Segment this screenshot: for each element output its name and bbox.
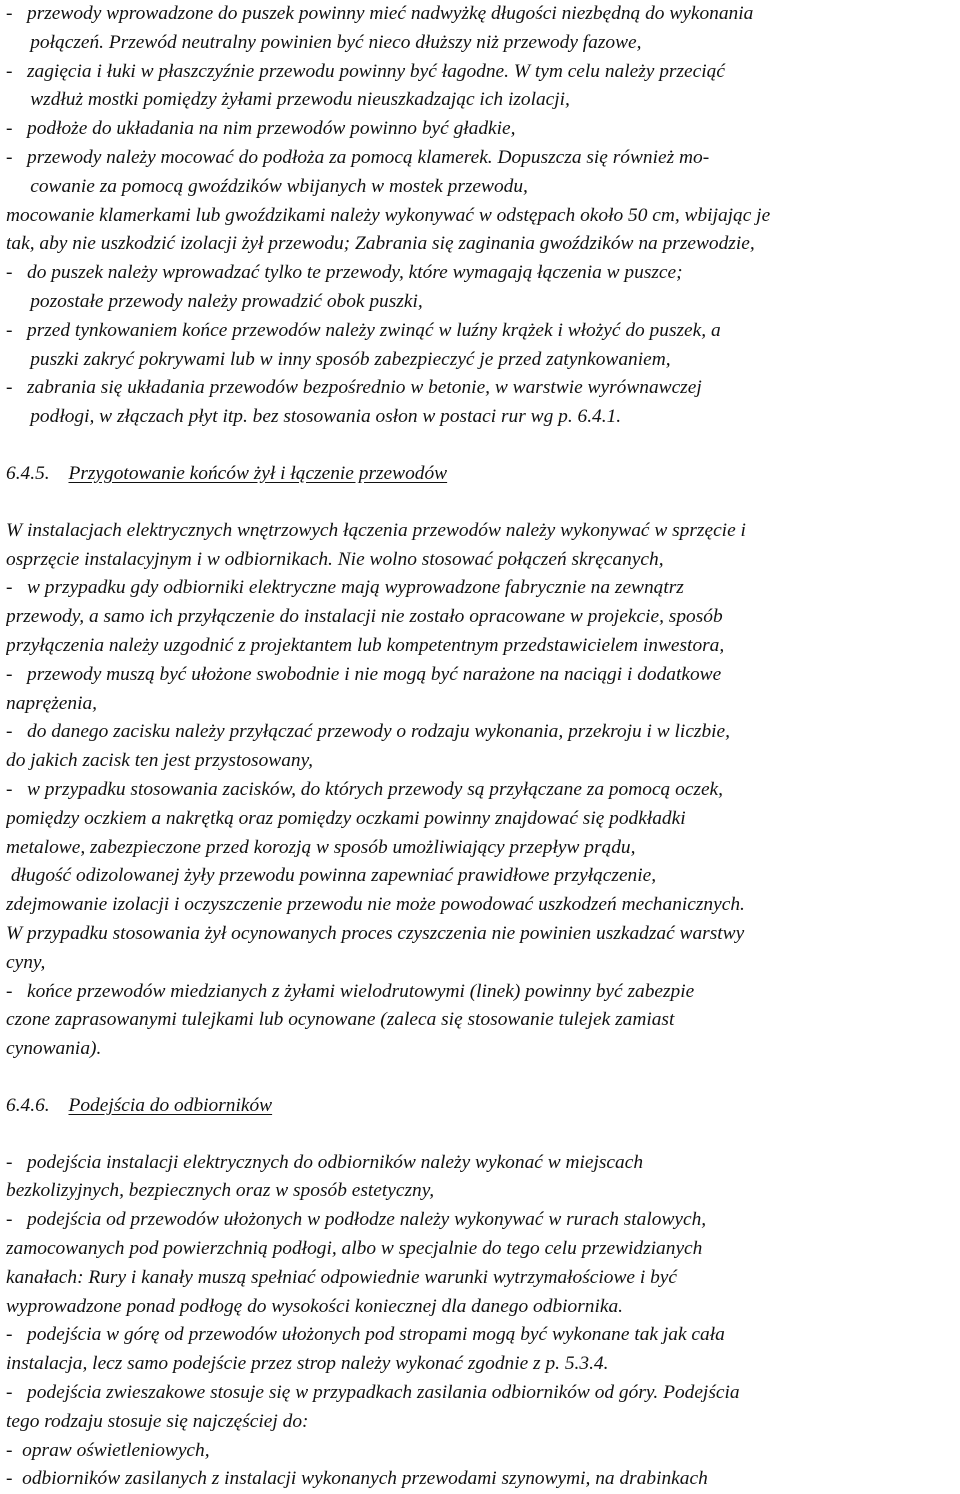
- text-line: - przed tynkowaniem końce przewodów należy zwinąć w luźny krążek i włożyć do puszek, a: [6, 319, 721, 341]
- text-line: połączeń. Przewód neutralny powinien być nieco dłuższy niż przewody fazowe,: [6, 31, 642, 53]
- section-number: 6.4.5.: [6, 462, 50, 484]
- text-line: cowanie za pomocą gwoździków wbijanych w mostek przewodu,: [6, 175, 528, 197]
- text-line: pozostałe przewody należy prowadzić obok puszki,: [6, 290, 423, 312]
- text-line: - podejścia od przewodów ułożonych w podłodze należy wykonywać w rurach stalowych,: [6, 1209, 707, 1231]
- text-line: - zagięcia i łuki w płaszczyźnie przewodu powinny być łagodne. W tym celu należy przeciąć: [6, 60, 725, 82]
- text-line: czone zaprasowanymi tulejkami lub ocynowane (zaleca się stosowanie tulejek zamiast: [6, 1009, 675, 1031]
- text-line: W przypadku stosowania żył ocynowanych proces czyszczenia nie powinien uszkadzać warstwy: [6, 922, 745, 944]
- text-line: - w przypadku gdy odbiorniki elektryczne mają wyprowadzone fabrycznie na zewnątrz: [6, 577, 684, 599]
- text-line: puszki zakryć pokrywami lub w inny sposób zabezpieczyć je przed zatynkowaniem,: [6, 348, 671, 370]
- text-line: - podłoże do układania na nim przewodów powinno być gładkie,: [6, 118, 516, 140]
- text-line: pomiędzy oczkiem a nakrętką oraz pomiędzy oczkami powinny znajdować się podkładki: [6, 807, 686, 829]
- text-line: - przewody należy mocować do podłoża za pomocą klamerek. Dopuszcza się również mo-: [6, 146, 710, 168]
- text-line: tego rodzaju stosuje się najczęściej do:: [6, 1410, 309, 1432]
- spacer: [6, 1064, 954, 1092]
- text-line: podłogi, w złączach płyt itp. bez stosowania osłon w postaci rur wg p. 6.4.1.: [6, 406, 622, 428]
- text-line: kanałach: Rury i kanały muszą spełniać odpowiednie warunki wytrzymałościowe i być: [6, 1266, 678, 1288]
- section-title: Podejścia do odbiorników: [68, 1094, 273, 1116]
- section-wire-ends: [6, 517, 954, 1064]
- section-title: Przygotowanie końców żył i łączenie przewodów: [68, 462, 448, 484]
- text-line: - do puszek należy wprowadzać tylko te przewody, które wymagają łączenia w puszce;: [6, 262, 683, 284]
- text-line: W instalacjach elektrycznych wnętrzowych łączenia przewodów należy wykonywać w sprzęcie i: [6, 519, 746, 541]
- text-line: naprężenia,: [6, 692, 98, 714]
- text-line: - przewody wprowadzone do puszek powinny mieć nadwyżkę długości niezbędną do wykonania: [6, 3, 754, 24]
- text-line: - końce przewodów miedzianych z żyłami wielodrutowymi (linek) powinny być zabezpie: [6, 980, 695, 1002]
- text-line: wzdłuż mostki pomiędzy żyłami przewodu nieuszkadzając ich izolacji,: [6, 89, 570, 111]
- text-line: - odbiorników zasilanych z instalacji wykonanych przewodami szynowymi, na drabinkach: [6, 1468, 708, 1490]
- section-number: 6.4.6.: [6, 1094, 50, 1116]
- text-line: - przewody muszą być ułożone swobodnie i nie mogą być narażone na naciągi i dodatkowe: [6, 663, 722, 685]
- section-receiver-connections: [6, 1149, 954, 1494]
- section-wiring-rules: [6, 0, 954, 432]
- text-line: - w przypadku stosowania zacisków, do których przewody są przyłączane za pomocą oczek,: [6, 778, 724, 800]
- text-line: tak, aby nie uszkodzić izolacji żył przewodu; Zabrania się zaginania gwoździków na przewodzie,: [6, 233, 755, 255]
- text-line: długość odizolowanej żyły przewodu powinna zapewniać prawidłowe przyłączenie,: [6, 865, 657, 887]
- text-line: osprzęcie instalacyjnym i w odbiornikach. Nie wolno stosować połączeń skręcanych,: [6, 548, 664, 570]
- section-heading: [6, 1092, 954, 1121]
- text-line: zdejmowanie izolacji i oczyszczenie przewodu nie może powodować uszkodzeń mechanicznych.: [6, 894, 745, 916]
- text-line: mocowanie klamerkami lub gwoździkami należy wykonywać w odstępach około 50 cm, wbijając je: [6, 204, 771, 226]
- text-line: - do danego zacisku należy przyłączać przewody o rodzaju wykonania, przekroju i w liczbie,: [6, 721, 731, 743]
- text-line: - opraw oświetleniowych,: [6, 1439, 210, 1461]
- text-line: - zabrania się układania przewodów bezpośrednio w betonie, w warstwie wyrównawczej: [6, 377, 702, 399]
- text-line: instalacja, lecz samo podejście przez strop należy wykonać zgodnie z p. 5.3.4.: [6, 1353, 609, 1375]
- text-line: przewody, a samo ich przyłączenie do instalacji nie zostało opracowane w projekcie, sposób: [6, 606, 723, 628]
- spacer: [6, 432, 954, 460]
- text-line: - podejścia zwieszakowe stosuje się w przypadkach zasilania odbiorników od góry. Podejścia: [6, 1382, 740, 1404]
- text-line: zamocowanych pod powierzchnią podłogi, albo w specjalnie do tego celu przewidzianych: [6, 1238, 703, 1260]
- text-line: bezkolizyjnych, bezpiecznych oraz w sposób estetyczny,: [6, 1180, 435, 1202]
- text-line: - podejścia w górę od przewodów ułożonych pod stropami mogą być wykonane tak jak cała: [6, 1324, 725, 1346]
- text-line: cyny,: [6, 951, 46, 973]
- spacer: [6, 489, 954, 517]
- section-heading: [6, 460, 954, 489]
- text-line: metalowe, zabezpieczone przed korozją w sposób umożliwiający przepływ prądu,: [6, 836, 636, 858]
- text-line: cynowania).: [6, 1038, 102, 1060]
- text-line: przyłączenia należy uzgodnić z projektantem lub kompetentnym przedstawicielem inwestora,: [6, 634, 725, 656]
- text-line: do jakich zacisk ten jest przystosowany,: [6, 750, 313, 772]
- text-line: wyprowadzone ponad podłogę do wysokości koniecznej dla danego odbiornika.: [6, 1295, 624, 1317]
- text-line: - podejścia instalacji elektrycznych do odbiorników należy wykonać w miejscach: [6, 1151, 644, 1173]
- spacer: [6, 1121, 954, 1149]
